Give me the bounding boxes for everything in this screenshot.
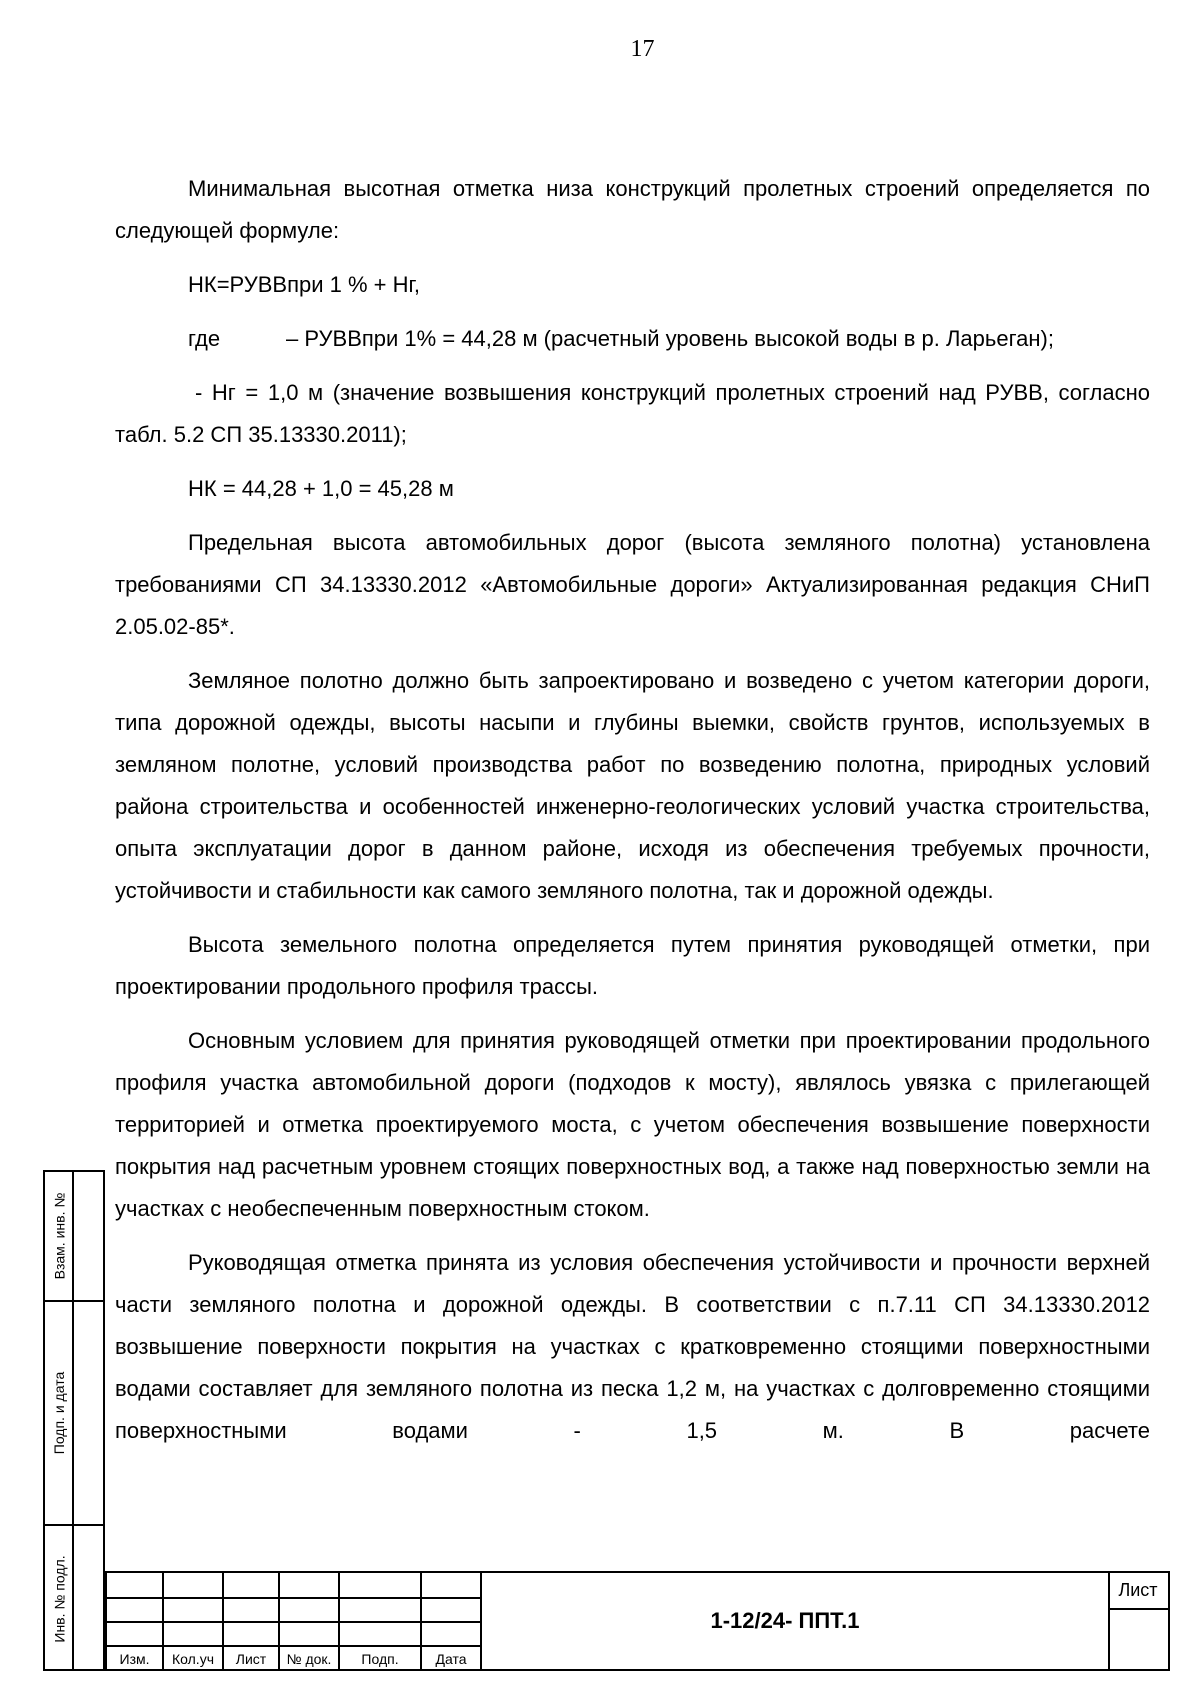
paragraph: Земляное полотно должно быть запроектировано и возведено с учетом категории дороги, типа дорожной одежды, высоты насыпи и глубины выемки, свойств грунтов, используемых в земляном полотне, условий производства работ по возведению полотна, природных условий района строительства и особенностей инженерно-геологических условий участка строительства, опыта эксплуатации дорог в данном районе, исходя из обеспечения требуемых прочности, устойчивости и стабильности как самого земляного полотна, так и дорожной одежды. [115,668,1150,903]
sheet-label: Лист [1118,1579,1158,1600]
paragraph: Минимальная высотная отметка низа конструкций пролетных строений определяется по следующей формуле: [115,176,1150,243]
document-body [115,168,1150,1452]
where-item: - Нг = 1,0 м (значение возвышения конструкций пролетных строений над РУВВ, согласно табл. 5.2 СП 35.13330.2011); [115,380,1150,447]
formula: НК=РУВВпри 1 % + Нг, [188,272,420,297]
stamp-col-list: Лист [235,1650,267,1667]
paragraph: Руководящая отметка принята из условия обеспечения устойчивости и прочности верхней части земляного полотна и дорожной одежды. В соответствии с п.7.11 СП 34.13330.2012 возвышение поверхности покрытия на участках с кратковременно стоящими поверхностными водами составляет для земляного полотна из песка 1,2 м, на участках с долговременно стоящими поверхностными водами - 1,5 м. В расчете [115,1250,1150,1443]
replacement-inventory-label: Взам. инв. № [51,1192,68,1280]
formula-result: НК = 44,28 + 1,0 = 45,28 м [188,476,454,501]
paragraph: Высота земельного полотна определяется путем принятия руководящей отметки, при проектировании продольного профиля трассы. [115,932,1150,999]
stamp-col-izm: Изм. [119,1650,150,1667]
where-item: – РУВВпри 1% = 44,28 м (расчетный уровень высокой воды в р. Ларьеган); [286,326,1054,351]
original-inventory-label: Инв. № подл. [51,1554,68,1643]
title-block [105,1571,1170,1671]
margin-stamp-strip [43,1170,105,1671]
formula-explanation [115,318,1150,360]
page-number: 17 [630,36,655,62]
stamp-col-data: Дата [435,1650,467,1667]
stamp-col-podp: Подп. [361,1650,399,1667]
document-code: 1-12/24- ППТ.1 [710,1608,860,1633]
paragraph: Предельная высота автомобильных дорог (высота земляного полотна) установлена требованиями СП 34.13330.2012 «Автомобильные дороги» Актуализированная редакция СНиП 2.05.02-85*. [115,530,1150,639]
stamp-col-kol-uch: Кол.уч [172,1650,214,1667]
signature-date-label: Подп. и дата [51,1371,68,1455]
paragraph: Основным условием для принятия руководящей отметки при проектировании продольного профиля участка автомобильной дороги (подходов к мосту), являлось увязка с прилегающей территорией и отметка проектируемого моста, с учетом обеспечения возвышение поверхности покрытия над расчетным уровнем стоящих поверхностных вод, а также над поверхностью земли на участках с необеспеченным поверхностным стоком. [115,1028,1150,1221]
where-label: где [188,326,221,351]
stamp-col-n-dok: № док. [286,1650,332,1667]
